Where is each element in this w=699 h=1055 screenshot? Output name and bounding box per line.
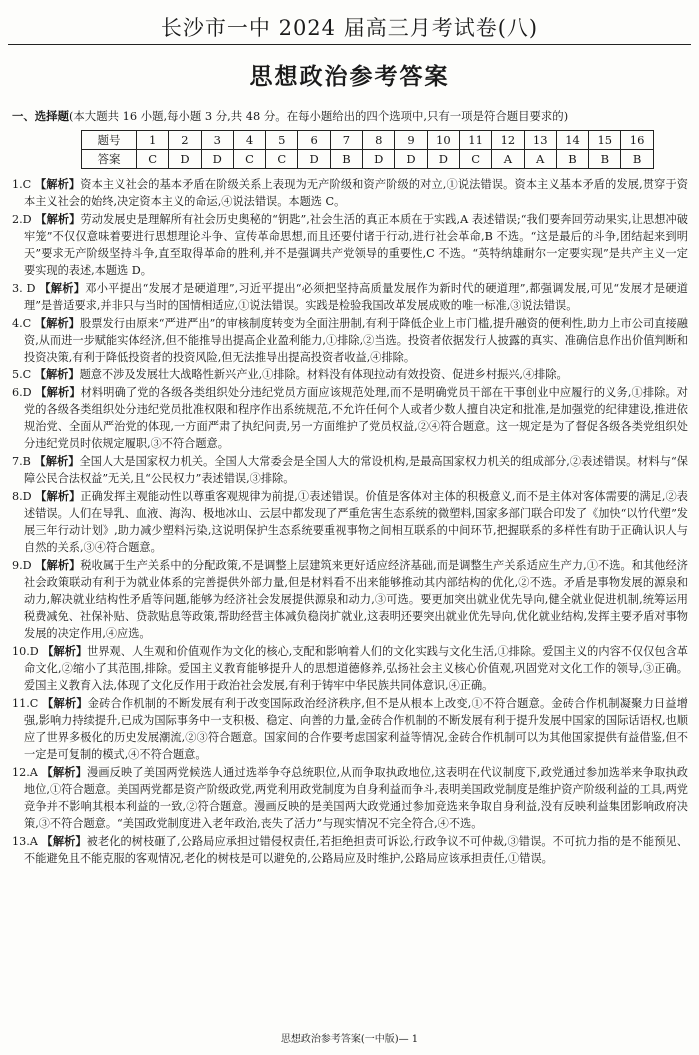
explanation-text: 世界观、人生观和价值观作为文化的核心,支配和影响着人们的文化实践与文化生活,①排除。爱国主义的内容不仅仅包含革命文化,②缩小了其范围,排除。爱国主义教育能够提升人的思想道德修养,弘扬社会主义核心价值观,巩固党对文化工作的领导,③正确。爱国主义教育入法,体现了文化反作用于政治社会发展,有利于铸牢中华民族共同体意识,④正确。	[24, 644, 688, 693]
answer-cell: B	[621, 150, 653, 169]
answer-cell: B	[330, 150, 362, 169]
answer-row	[82, 150, 654, 169]
question-number-cell: 6	[298, 131, 330, 150]
question-number-cell: 15	[589, 131, 621, 150]
answer-cell: C	[233, 150, 265, 169]
explanation-item	[12, 833, 688, 867]
question-answer-key: 12.A	[12, 765, 38, 779]
question-answer-key: 1.C	[12, 178, 32, 191]
explanation-item	[12, 366, 688, 383]
analysis-tag: 【解析】	[42, 644, 88, 658]
explanation-item	[12, 764, 688, 832]
row-header-answer: 答案	[82, 150, 137, 169]
analysis-tag: 【解析】	[39, 281, 86, 295]
question-number-cell: 16	[621, 131, 653, 150]
analysis-tag: 【解析】	[34, 316, 80, 330]
analysis-tag: 【解析】	[35, 558, 81, 572]
explanation-text: 全国人大是国家权力机关。全国人大常委会是全国人大的常设机构,是最高国家权力机关的组成部分,②表述错误。材料与“保障公民合法权益”无关,且“公民权力”表述错误,③排除。	[24, 455, 688, 486]
answer-cell: C	[266, 150, 298, 169]
explanation-text: 劳动发展史是理解所有社会历史奥秘的“钥匙”,社会生活的真正本质在于实践,A 表述错误;“我们要奔回劳动果实,让思想冲破牢笼”不仅仅意味着要进行思想理论斗争、宣传革命思想,而且还要付诸于行动,进行社会革命,B 不选。“这是最后的斗争,团结起来到明天”要求无产阶级坚持斗争,直至取得革命的胜利,并不是强调共产党领导的重要性,C 不选。“英特纳雄耐尔一定要实现”是共产主义一定要实现的表述,本题选 D。	[24, 212, 688, 278]
question-number-cell: 13	[524, 131, 556, 150]
explanation-text: 材料明确了党的各级各类组织处分违纪党员方面应该规范处理,而不是明确党员干部在干事创业中应履行的义务,①排除。对党的各级各类组织处分违纪党员批准权限和程序作出系统规范,不允许任何个人或者少数人擅自决定和批准,是加强党的纪律建设,推进依规治党、全面从严治党的体现,一方面严肃了执纪问责,另一方面维护了党员权益,②④符合题意。这一规定是为了督促各级各类党组织处分违纪党员时依规定履职,③不符合题意。	[24, 386, 688, 451]
question-answer-key: 13.A	[12, 834, 38, 848]
page-title: 思想政治参考答案	[249, 64, 450, 90]
explanation-item	[12, 488, 688, 556]
analysis-tag: 【解析】	[34, 455, 80, 469]
analysis-tag: 【解析】	[34, 178, 81, 191]
question-number-cell: 1	[137, 131, 169, 150]
answer-cell: D	[427, 150, 459, 169]
explanation-text: 漫画反映了美国两党候选人通过选举争夺总统职位,从而争取执政地位,这表明在代议制度下,政党通过参加选举来争取执政地位,①符合题意。美国两党都是资产阶级政党,两党利用政党制度为自身利益而争斗,表明美国政党制度是维护资产阶级利益的工具,两党竞争并不影响其根本利益的一致,②符合题意。漫画反映的是美国两大政党通过参加竞选来争取自身利益,没有反映利益集团影响政府决策,③不符合题意。“美国政党制度进入老年政治,丧失了活力”与现实情况不完全符合,④不选。	[24, 765, 688, 830]
analysis-tag: 【解析】	[35, 489, 81, 503]
section-heading	[12, 108, 568, 124]
question-number-cell: 9	[395, 131, 427, 150]
question-number-cell: 11	[459, 131, 491, 150]
explanation-item	[12, 384, 688, 452]
question-answer-key: 5.C	[12, 368, 32, 382]
question-number-cell: 2	[169, 131, 201, 150]
explanation-item	[12, 315, 688, 366]
answer-cell: D	[298, 150, 330, 169]
answer-cell: C	[459, 150, 491, 169]
question-answer-key: 7.B	[12, 455, 31, 469]
explanation-text: 题意不涉及发展壮大战略性新兴产业,①排除。材料没有体现拉动有效投资、促进乡村振兴,④排除。	[79, 368, 568, 382]
explanation-item	[12, 643, 688, 694]
question-answer-key: 3. D	[12, 281, 36, 295]
exam-title: 长沙市一中 2024 届高三月考试卷(八)	[160, 16, 539, 40]
question-number-cell: 10	[427, 131, 459, 150]
question-answer-key: 4.C	[12, 316, 32, 330]
question-number-cell: 4	[233, 131, 265, 150]
explanation-text: 邓小平提出“发展才是硬道理”,习近平提出“必须把坚持高质量发展作为新时代的硬道理”,都强调发展,可见“发展才是硬道理”是普适要求,并非只与当时的国情相适应,①说法错误。实践是检验我国改革发展成败的唯一标准,③说法错误。	[24, 281, 688, 312]
explanation-item	[12, 211, 688, 279]
explanation-text: 税收属于生产关系中的分配政策,不是调整上层建筑来更好适应经济基础,而是调整生产关系适应生产力,①不选。和其他经济社会政策联动有利于为就业体系的完善提供外部力量,但是材料看不出来能够推动其内部结构的优化,②不选。矛盾是事物发展的源泉和动力,解决就业结构性矛盾等问题,能够为经济社会发展提供源泉和动力,③可选。要更加突出就业优先导向,健全就业促进机制,统筹运用税费减免、社保补贴、贷款贴息等政策,帮助经营主体减负稳岗扩就业,这表明还要突出就业优先导向,优化就业结构,发挥主要矛盾对事物发展的决定作用,④应选。	[24, 558, 688, 641]
analysis-tag: 【解析】	[34, 368, 80, 382]
question-number-cell: 3	[201, 131, 233, 150]
question-answer-key: 6.D	[12, 386, 32, 400]
explanation-text: 被老化的树枝砸了,公路局应承担过错侵权责任,若拒绝担责可诉讼,行政争议不可仲裁,③错误。不可抗力指的是不能预见、不能避免且不能克服的客观情况,老化的树枝是可以避免的,公路局应及时维护,公路局应该承担责任,①错误。	[24, 834, 688, 865]
page-footer: 思想政治参考答案(一中版)— 1	[280, 1034, 419, 1045]
answer-cell: D	[395, 150, 427, 169]
analysis-tag: 【解析】	[42, 696, 88, 710]
question-answer-key: 11.C	[12, 696, 39, 710]
question-number-cell: 8	[363, 131, 395, 150]
explanation-item	[12, 453, 688, 487]
explanation-text: 资本主义社会的基本矛盾在阶级关系上表现为无产阶级和资产阶级的对立,①说法错误。资本主义基本矛盾的发展,贯穿于资本主义社会的始终,决定资本主义的命运,④说法错误。本题选 C。	[24, 178, 688, 209]
question-answer-key: 2.D	[12, 212, 32, 226]
answer-cell: A	[524, 150, 556, 169]
answer-cell: A	[492, 150, 524, 169]
section-label: 一、选择题	[12, 109, 69, 123]
answer-cell: B	[556, 150, 588, 169]
question-number-row	[82, 131, 654, 150]
analysis-tag: 【解析】	[41, 834, 87, 848]
analysis-tag: 【解析】	[35, 212, 81, 226]
section-description: (本大题共 16 小题,每小题 3 分,共 48 分。在每小题给出的四个选项中,只有一项是符合题目要求的)	[68, 109, 569, 123]
answer-cell: C	[137, 150, 169, 169]
explanation-item	[12, 695, 688, 763]
analysis-tag: 【解析】	[41, 765, 87, 779]
explanation-item	[12, 280, 688, 314]
header-divider	[8, 44, 691, 45]
question-answer-key: 9.D	[12, 558, 32, 572]
question-number-cell: 12	[492, 131, 524, 150]
row-header-number: 题号	[82, 131, 137, 150]
question-number-cell: 7	[330, 131, 362, 150]
answer-cell: D	[201, 150, 233, 169]
explanation-text: 股票发行由原来“严进严出”的审核制度转变为全面注册制,有利于降低企业上市门槛,提升融资的便利性,助力上市公司直接融资,从而进一步赋能实体经济,但不能推导出提高企业盈利能力,①排除,②当选。投资者依据发行人披露的真实、准确信息作出价值判断和投资决策,有利于降低投资者的投资风险,但无法推导出提高投资者收益,④排除。	[24, 316, 688, 364]
explanations	[12, 176, 688, 867]
question-answer-key: 8.D	[12, 489, 32, 503]
question-number-cell: 14	[556, 131, 588, 150]
analysis-tag: 【解析】	[35, 386, 81, 400]
answer-cell: D	[363, 150, 395, 169]
answer-table	[81, 130, 654, 169]
explanation-item	[12, 176, 688, 210]
question-number-cell: 5	[266, 131, 298, 150]
explanation-text: 金砖合作机制的不断发展有利于改变国际政治经济秩序,但不是从根本上改变,①不符合题意。金砖合作机制凝聚力日益增强,影响力持续提升,已成为国际事务中一支积极、稳定、向善的力量,金砖合作机制的不断发展有利于提升发展中国家的国际话语权,也顺应了世界多极化的历史发展潮流,②③符合题意。国家间的合作要考虑国家利益等情况,金砖合作机制可以为其他国家提供有益借鉴,但不一定是可复制的模式,④不符合题意。	[24, 696, 688, 762]
explanation-item	[12, 557, 688, 642]
explanation-text: 正确发挥主观能动性以尊重客观规律为前提,①表述错误。价值是客体对主体的积极意义,而不是主体对客体需要的满足,②表述错误。人们在导乳、血液、海沟、极地冰山、云层中都发现了严重危害生态系统的微塑料,国家多部门联合印发了《加快“以竹代塑”发展三年行动计划》,助力减少塑料污染,这说明保护生态系统要重视事物之间相互联系的中间环节,把握联系的多样性有助于正确认识人与自然的关系,③④符合题意。	[24, 489, 688, 555]
question-answer-key: 10.D	[12, 644, 39, 658]
answer-cell: B	[589, 150, 621, 169]
answer-cell: D	[169, 150, 201, 169]
